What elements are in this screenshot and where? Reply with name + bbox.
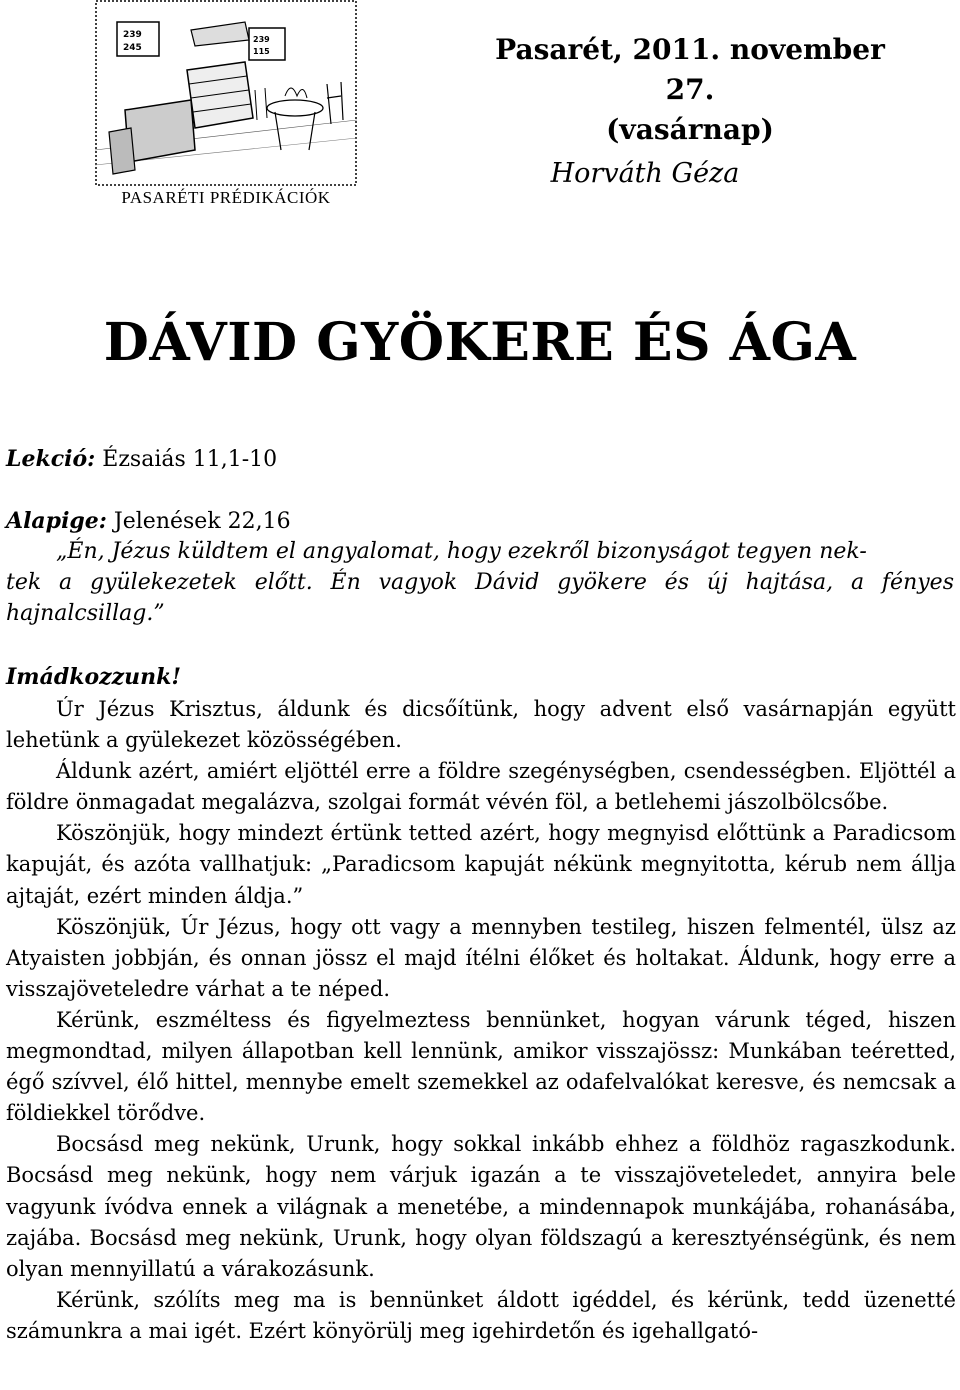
base-verse-line: [6, 508, 291, 534]
church-interior-illustration: [95, 0, 357, 186]
prayer-body: [6, 694, 956, 1347]
sermon-title: DÁVID GYÖKERE ÉS ÁGA: [103, 312, 857, 373]
verse-line: „Én, Jézus küldtem el angyalomat, hogy ezekről bizonyságot tegyen nek-: [56, 539, 867, 564]
sermon-date: [480, 30, 900, 150]
verse-continuation: tek a gyülekezetek előtt. Én vagyok Dávid gyökere és új hajtása, a fényes hajnalcsillag.”: [6, 570, 954, 626]
base-verse-text: [6, 536, 954, 629]
prayer-paragraph: Köszönjük, hogy mindezt értünk tetted azért, hogy megnyisd előttünk a Paradicsom kapuját, és azóta vallhatjuk: „Paradicsom kapuját nékünk megnyitotta, kérub nem állja ajtaját, ezért minden áldja.”: [6, 821, 956, 908]
author-name: Horváth Géza: [550, 158, 740, 189]
series-caption: PASARÉTI PRÉDIKÁCIÓK: [121, 188, 331, 207]
lection-label: Lekció:: [6, 446, 96, 472]
prayer-paragraph: Kérünk, szólíts meg ma is bennünket áldott igéddel, és kérünk, tedd üzenetté számunkra a mai igét. Ezért könyörülj meg igehirdetőn és igehallgató-: [6, 1287, 956, 1343]
prayer-paragraph: Áldunk azért, amiért eljöttél erre a földre szegénységben, csendességben. Eljöttél a földre önmagadat megalázva, szolgai formát vévén föl, a betlehemi jászolbölcsőbe.: [6, 759, 956, 815]
prayer-heading: Imádkozzunk!: [6, 664, 182, 690]
prayer-paragraph: Bocsásd meg nekünk, Urunk, hogy sokkal inkább ehhez a földhöz ragaszkodunk. Bocsásd meg nekünk, hogy nem várjuk igazán a te visszajöveteledet, annyira bele vagyunk ívódva ennek a világnak a menetébe, a mindennapok munkájába, rohanásába, zajába. Bocsásd meg nekünk, Urunk, hogy olyan földszagú a keresztyénségünk, és nem olyan mennyillatú a várakozásunk.: [6, 1132, 956, 1281]
hymn-number: 239: [253, 35, 270, 44]
date-line: Pasarét, 2011. november 27.: [495, 33, 885, 106]
hymn-number: 239: [123, 30, 142, 40]
base-verse-reference: Jelenések 22,16: [106, 509, 291, 534]
prayer-paragraph: Kérünk, eszméltess és figyelmeztess bennünket, hogyan várunk téged, hiszen megmondtad, milyen állapotban kell lennünk, amikor visszajössz: Munkában teéretted, égő szívvel, élő hittel, mennybe emelt szemekkel az odafelvalókat keresve, és nemcsak a földiekkel törődve.: [6, 1007, 956, 1126]
pulpit-drawing-icon: [95, 0, 357, 186]
prayer-paragraph: Köszönjük, Úr Jézus, hogy ott vagy a mennyben testileg, hiszen felmentél, ülsz az Atyaisten jobbján, és onnan jössz el majd ítélni élőket és holtakat. Áldunk, hogy erre a visszajöveteledre várhat a te néped.: [6, 914, 956, 1001]
hymn-number: 245: [123, 43, 142, 53]
hymn-number: 115: [253, 47, 270, 56]
prayer-paragraph: Úr Jézus Krisztus, áldunk és dicsőítünk, hogy advent első vasárnapján együtt lehetünk a gyülekezet közösségében.: [6, 697, 956, 753]
lection-reference: Ézsaiás 11,1-10: [95, 447, 278, 472]
weekday-line: (vasárnap): [606, 113, 774, 146]
lection-line: [6, 446, 277, 472]
base-verse-label: Alapige:: [6, 508, 107, 534]
